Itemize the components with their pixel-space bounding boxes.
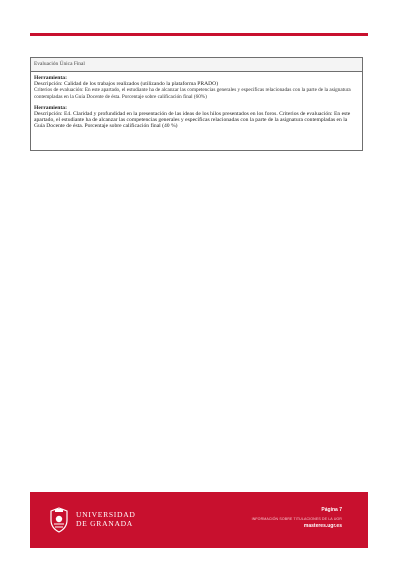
- tool-description: Descripción: E4. Claridad y profundidad en la presentación de las ideas de los hilos presentados en los foros. Criterios de evaluación: En este apartado, el estudiante ha de alcanzar las competencias generales y específicas relacionadas con la parte de la asignatura contempladas en la Guía Docente de ésta. Porcentaje sobre calificación final (40 %): [34, 110, 351, 130]
- university-name-line1: UNIVERSIDAD: [76, 510, 136, 519]
- evaluation-table: [30, 57, 363, 151]
- titulaciones-info: INFORMACIÓN SOBRE TITULACIONES DE LA UGR: [251, 517, 342, 521]
- page-footer: [30, 492, 368, 548]
- university-name: [76, 511, 136, 529]
- website-link[interactable]: masteres.ugr.es: [303, 523, 342, 529]
- tool-block-1: [34, 75, 359, 100]
- tool-title: Herramienta:: [34, 104, 67, 111]
- evaluation-title: Evaluación Única Final: [31, 58, 362, 72]
- university-name-line2: DE GRANADA: [76, 518, 133, 528]
- tool-description: Descripción: Calidad de los trabajos realizados (utilizando la plataforma PRADO): [34, 81, 219, 88]
- tool-criteria: Criterios de evaluación: En este apartado, el estudiante ha de alcanzar las competencias generales y específicas relacionadas con la parte de la asignatura contempladas en la Guía Docente de ésta. Porcentaje sobre calificación final (60%): [34, 87, 351, 100]
- university-seal-icon: [47, 507, 71, 533]
- header-rule: [30, 33, 368, 36]
- tool-title: Herramienta:: [34, 75, 67, 81]
- page-number: Página 7: [321, 507, 342, 513]
- evaluation-body: [31, 72, 362, 129]
- tool-block-2: [34, 105, 359, 130]
